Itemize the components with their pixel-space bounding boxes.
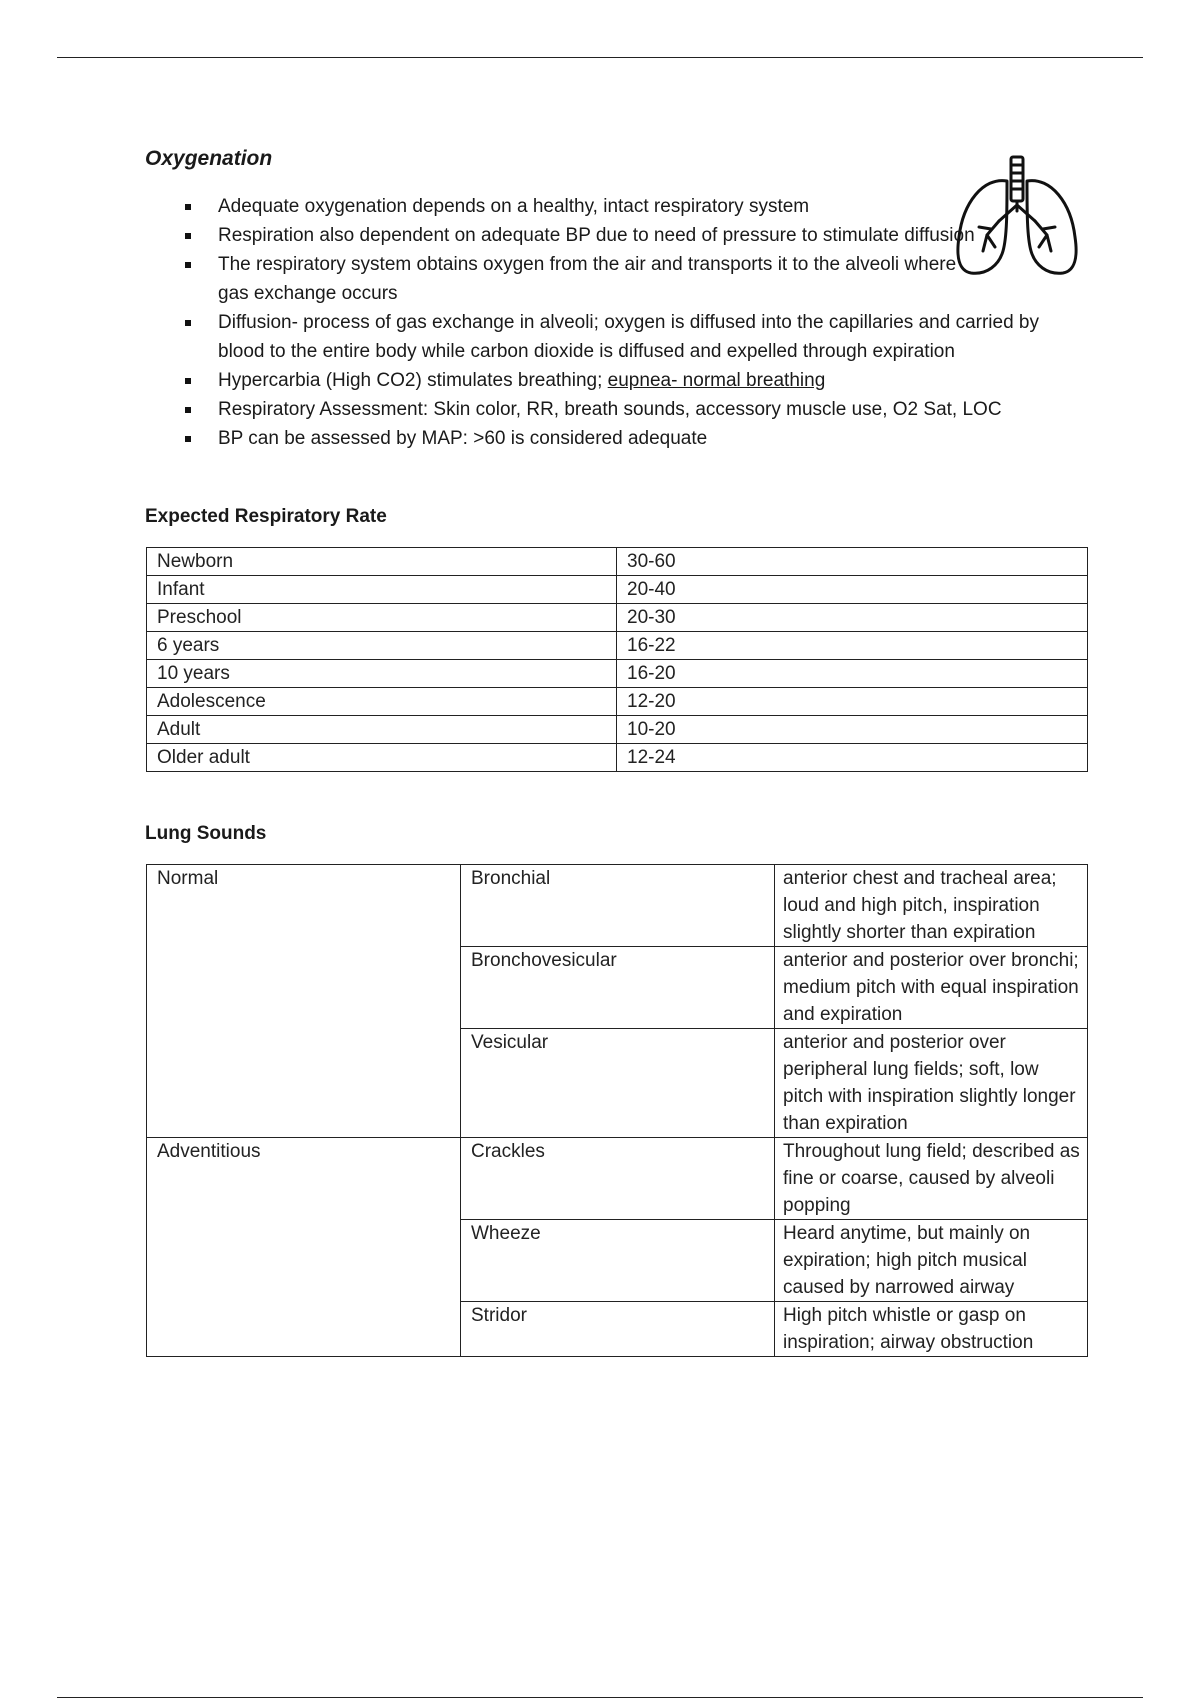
header-rule — [57, 57, 1143, 58]
rate-cell: 16-22 — [617, 632, 1088, 660]
bullet-item — [182, 366, 1082, 395]
eupnea-underlined-text: eupnea- normal breathing — [607, 370, 826, 391]
age-cell: 10 years — [147, 660, 617, 688]
sound-desc-cell: anterior and posterior over peripheral lung fields; soft, low pitch with inspiration slightly longer than expiration — [775, 1029, 1088, 1138]
sound-desc-cell: Heard anytime, but mainly on expiration; high pitch musical caused by narrowed airway — [775, 1220, 1088, 1302]
age-cell: 6 years — [147, 632, 617, 660]
age-cell: Older adult — [147, 744, 617, 772]
age-cell: Adult — [147, 716, 617, 744]
section-title-respiratory-rate: Expected Respiratory Rate — [145, 506, 387, 527]
table-row — [147, 576, 1088, 604]
sound-desc-cell: High pitch whistle or gasp on inspiration; airway obstruction — [775, 1302, 1088, 1357]
table-row — [147, 1138, 1088, 1220]
sound-name-cell: Bronchial — [461, 865, 775, 947]
bullet-text: Hypercarbia (High CO2) stimulates breathing; — [218, 370, 608, 391]
oxygenation-bullets — [182, 192, 1082, 453]
table-row — [147, 660, 1088, 688]
bullet-item: Adequate oxygenation depends on a healthy, intact respiratory system — [182, 192, 1082, 221]
sound-desc-cell: anterior chest and tracheal area; loud and high pitch, inspiration slightly shorter than expiration — [775, 865, 1088, 947]
rate-cell: 20-30 — [617, 604, 1088, 632]
footer-rule — [57, 1697, 1143, 1698]
bullet-item: Diffusion- process of gas exchange in alveoli; oxygen is diffused into the capillaries and carried by blood to the entire body while carbon dioxide is diffused and expelled through expiration — [182, 308, 1082, 366]
section-title-oxygenation: Oxygenation — [145, 147, 273, 170]
sound-group-cell: Normal — [147, 865, 461, 1138]
table-row — [147, 865, 1088, 947]
rate-cell: 12-20 — [617, 688, 1088, 716]
rate-cell: 12-24 — [617, 744, 1088, 772]
respiratory-rate-table — [146, 547, 1088, 772]
lung-sounds-table — [146, 864, 1088, 1357]
age-cell: Preschool — [147, 604, 617, 632]
rate-cell: 16-20 — [617, 660, 1088, 688]
table-row — [147, 716, 1088, 744]
rate-cell: 10-20 — [617, 716, 1088, 744]
table-row — [147, 548, 1088, 576]
table-row — [147, 604, 1088, 632]
sound-name-cell: Stridor — [461, 1302, 775, 1357]
table-row — [147, 744, 1088, 772]
bullet-item: BP can be assessed by MAP: >60 is considered adequate — [182, 424, 1082, 453]
table-row — [147, 632, 1088, 660]
section-title-lung-sounds: Lung Sounds — [145, 823, 267, 844]
age-cell: Infant — [147, 576, 617, 604]
rate-cell: 30-60 — [617, 548, 1088, 576]
bullet-item: Respiration also dependent on adequate BP due to need of pressure to stimulate diffusion — [182, 221, 978, 250]
sound-name-cell: Vesicular — [461, 1029, 775, 1138]
sound-desc-cell: anterior and posterior over bronchi; medium pitch with equal inspiration and expiration — [775, 947, 1088, 1029]
sound-group-cell: Adventitious — [147, 1138, 461, 1357]
rate-cell: 20-40 — [617, 576, 1088, 604]
age-cell: Adolescence — [147, 688, 617, 716]
sound-name-cell: Wheeze — [461, 1220, 775, 1302]
bullet-item: The respiratory system obtains oxygen from the air and transports it to the alveoli where gas exchange occurs — [182, 250, 978, 308]
bullet-item: Respiratory Assessment: Skin color, RR, breath sounds, accessory muscle use, O2 Sat, LOC — [182, 395, 1082, 424]
table-row — [147, 688, 1088, 716]
sound-desc-cell: Throughout lung field; described as fine or coarse, caused by alveoli popping — [775, 1138, 1088, 1220]
sound-name-cell: Bronchovesicular — [461, 947, 775, 1029]
age-cell: Newborn — [147, 548, 617, 576]
sound-name-cell: Crackles — [461, 1138, 775, 1220]
